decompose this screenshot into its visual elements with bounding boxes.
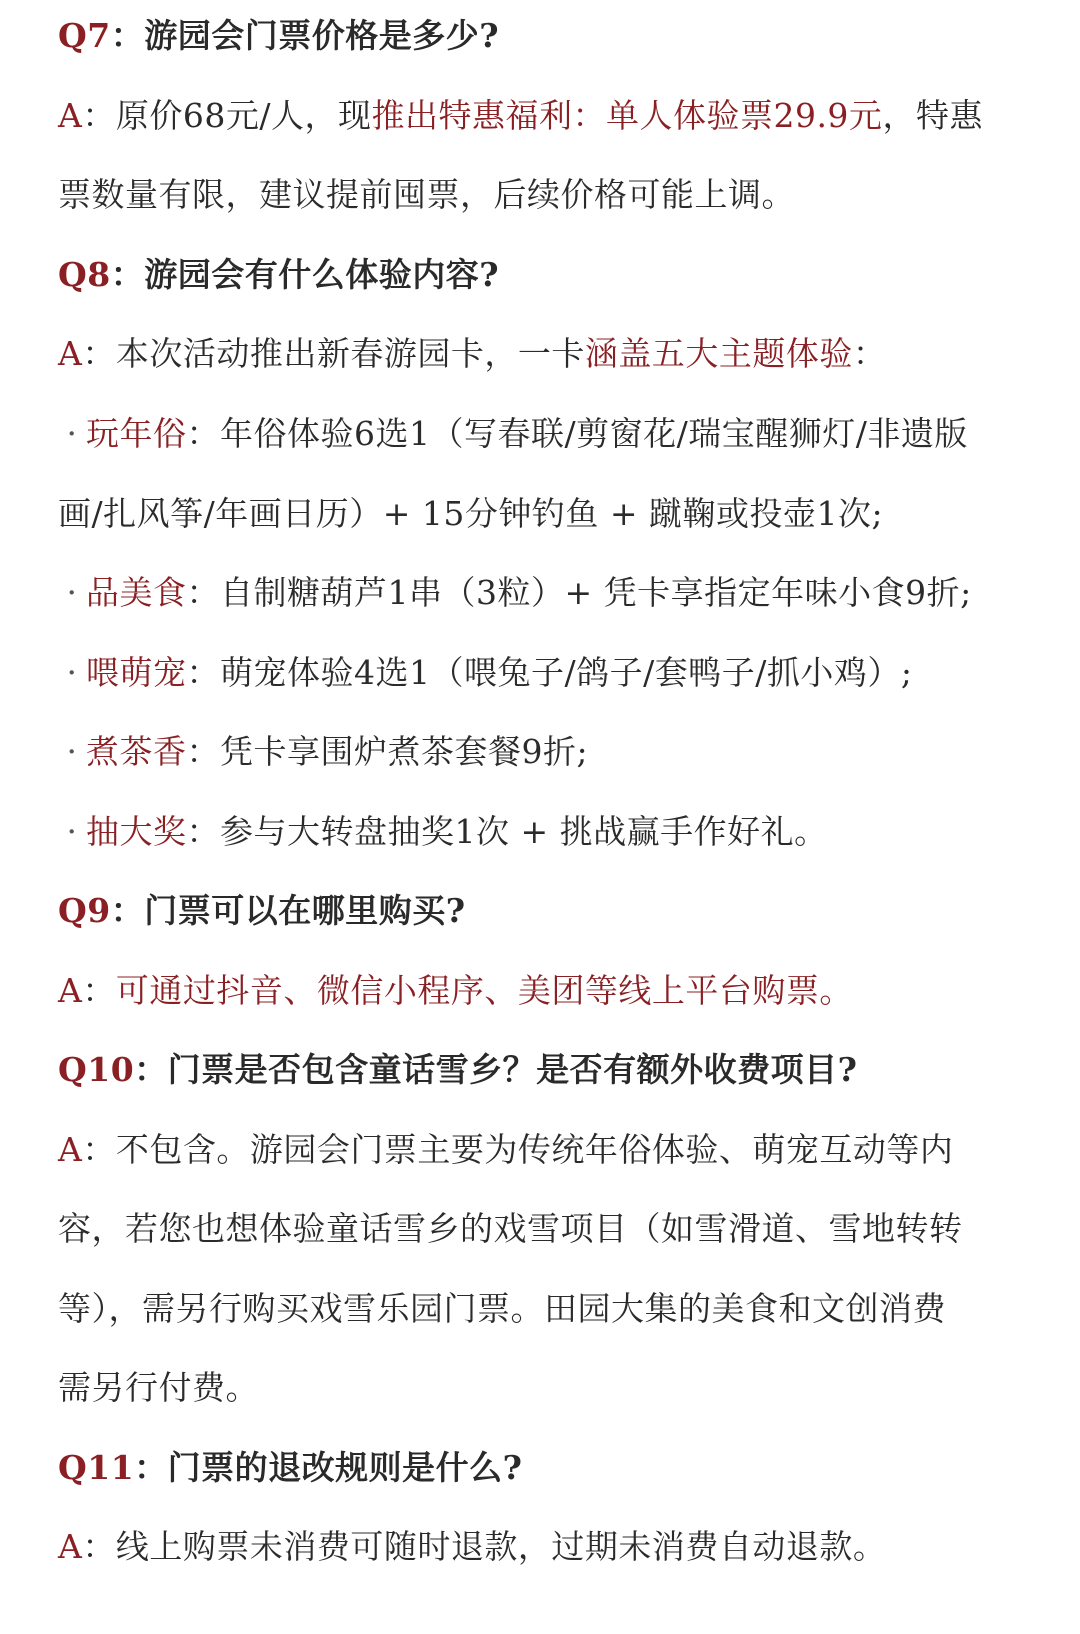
- answer-text: ，特惠: [882, 96, 983, 135]
- answer-text: ：线上购票未消费可随时退款，过期未消费自动退款。: [82, 1527, 887, 1566]
- question-q11: [58, 1448, 1028, 1488]
- answer-a10-line-2: [58, 1209, 1028, 1249]
- question-q8: [58, 255, 1028, 295]
- answer-label: A: [58, 1527, 83, 1566]
- question-text: ：门票的退改规则是什么?: [134, 1448, 523, 1487]
- answer-a10-line-3: [58, 1289, 1028, 1329]
- bullet-icon: ·: [66, 732, 78, 771]
- answer-label: A: [58, 971, 83, 1010]
- list-item-tea: [58, 732, 1028, 772]
- item-text: ：年俗体验6选1（写春联/剪窗花/瑞宝醒狮灯/非遗版: [186, 414, 968, 453]
- bullet-icon: ·: [66, 812, 78, 851]
- item-text: 画/扎风筝/年画日历）+ 15分钟钓鱼 + 蹴鞠或投壶1次;: [58, 494, 884, 533]
- answer-a7-line-2: [58, 175, 1028, 215]
- list-item-play-customs: [58, 414, 1028, 454]
- answer-a10-line-4: [58, 1368, 1028, 1408]
- answer-text: 票数量有限，建议提前囤票，后续价格可能上调。: [58, 175, 795, 214]
- answer-a7-line-1: [58, 96, 1028, 136]
- answer-a9: [58, 971, 1028, 1011]
- bullet-icon: ·: [66, 653, 78, 692]
- answer-label: A: [58, 334, 83, 373]
- question-text: ：门票可以在哪里购买?: [110, 891, 466, 930]
- answer-a8-intro: [58, 334, 1028, 374]
- answer-highlight: 可通过抖音、微信小程序、美团等线上平台购票。: [115, 971, 853, 1010]
- question-q9: [58, 891, 1028, 931]
- question-q7: [58, 16, 1028, 56]
- answer-text: ：: [852, 334, 887, 373]
- list-item-play-customs-continued: [58, 494, 1028, 534]
- answer-text: 容，若您也想体验童话雪乡的戏雪项目（如雪滑道、雪地转转: [58, 1209, 963, 1248]
- item-text: ：凭卡享围炉煮茶套餐9折;: [186, 732, 589, 771]
- answer-text: ：不包含。游园会门票主要为传统年俗体验、萌宠互动等内: [82, 1130, 954, 1169]
- question-text: ：游园会门票价格是多少?: [110, 16, 500, 55]
- bullet-icon: ·: [66, 573, 78, 612]
- list-item-food: [58, 573, 1028, 613]
- item-title: 煮茶香: [86, 732, 187, 771]
- question-label: Q7: [58, 16, 111, 55]
- question-label: Q10: [58, 1050, 135, 1089]
- question-label: Q8: [58, 255, 111, 294]
- item-text: ：参与大转盘抽奖1次 + 挑战赢手作好礼。: [186, 812, 828, 851]
- item-title: 喂萌宠: [86, 653, 187, 692]
- question-label: Q9: [58, 891, 111, 930]
- item-text: ：自制糖葫芦1串（3粒）+ 凭卡享指定年味小食9折;: [186, 573, 972, 612]
- question-q10: [58, 1050, 1028, 1090]
- question-label: Q11: [58, 1448, 135, 1487]
- answer-label: A: [58, 96, 83, 135]
- list-item-lottery: [58, 812, 1028, 852]
- question-text: ：游园会有什么体验内容?: [110, 255, 500, 294]
- answer-text: 等），需另行购买戏雪乐园门票。田园大集的美食和文创消费: [58, 1289, 946, 1328]
- item-text: ：萌宠体验4选1（喂兔子/鸽子/套鸭子/抓小鸡）;: [186, 653, 913, 692]
- item-title: 抽大奖: [86, 812, 187, 851]
- answer-label: A: [58, 1130, 83, 1169]
- answer-a11: [58, 1527, 1028, 1567]
- answer-highlight: 涵盖五大主题体验: [584, 334, 853, 373]
- item-title: 玩年俗: [86, 414, 187, 453]
- answer-text: ：: [82, 971, 116, 1010]
- answer-text: 需另行付费。: [58, 1368, 259, 1407]
- item-title: 品美食: [86, 573, 187, 612]
- question-text: ：门票是否包含童话雪乡？是否有额外收费项目?: [134, 1050, 858, 1089]
- answer-text: ：本次活动推出新春游园卡，一卡: [82, 334, 585, 373]
- bullet-icon: ·: [66, 414, 78, 453]
- answer-highlight: 推出特惠福利：单人体验票29.9元: [371, 96, 883, 135]
- answer-a10-line-1: [58, 1130, 1028, 1170]
- answer-text: ：原价68元/人，现: [82, 96, 372, 135]
- list-item-pets: [58, 653, 1028, 693]
